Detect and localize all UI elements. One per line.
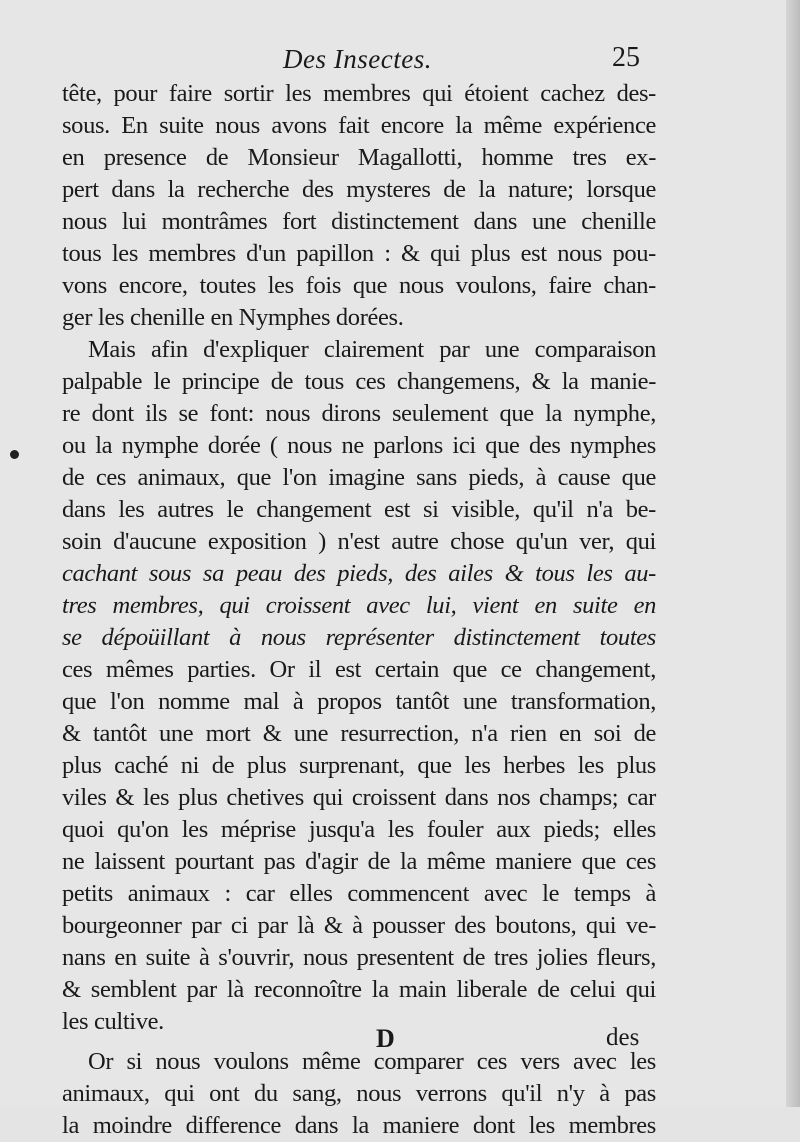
text-line: nans en suite à s'ouvrir, nous presentent de tres jolies fleurs, [62, 944, 656, 971]
text-line: & semblent par là reconnoître la main liberale de celui qui [62, 976, 656, 1003]
text-line: sous. En suite nous avons fait encore la même expérience [62, 112, 656, 139]
catchword: des [606, 1024, 640, 1051]
text-line: animaux, qui ont du sang, nous verrons qu'il n'y à pas [62, 1080, 656, 1107]
ink-spot [10, 450, 19, 459]
text-line: palpable le principe de tous ces changemens, & la manie- [62, 368, 656, 395]
text-line: nous lui montrâmes fort distinctement dans une chenille [62, 208, 656, 235]
text-line: les cultive. [62, 1008, 164, 1035]
text-line: bourgeonner par ci par là & à pousser des boutons, qui ve- [62, 912, 656, 939]
text-line: tête, pour faire sortir les membres qui étoient cachez des- [62, 80, 656, 107]
text-line: Or si nous voulons même comparer ces vers avec les [88, 1048, 656, 1075]
text-line: cachant sous sa peau des pieds, des ailes & tous les au- [62, 560, 656, 587]
page-number: 25 [612, 42, 640, 73]
text-line: de ces animaux, que l'on imagine sans pieds, à cause que [62, 464, 656, 491]
text-line: ou la nymphe dorée ( nous ne parlons ici que des nymphes [62, 432, 656, 459]
text-line: dans les autres le changement est si visible, qu'il n'a be- [62, 496, 656, 523]
text-line: ne laissent pourtant pas d'agir de la même maniere que ces [62, 848, 656, 875]
running-head: Des Insectes. [283, 44, 432, 74]
text-line: petits animaux : car elles commencent avec le temps à [62, 880, 656, 907]
text-line: viles & les plus chetives qui croissent dans nos champs; car [62, 784, 656, 811]
text-line: soin d'aucune exposition ) n'est autre chose qu'un ver, qui [62, 528, 656, 555]
text-line: la moindre difference dans la maniere dont les membres [62, 1112, 656, 1139]
text-line: vons encore, toutes les fois que nous voulons, faire chan- [62, 272, 656, 299]
text-line: en presence de Monsieur Magallotti, homme tres ex- [62, 144, 656, 171]
text-line: ger les chenille en Nymphes dorées. [62, 304, 404, 331]
page-header [0, 42, 800, 82]
text-line: quoi qu'on les méprise jusqu'a les fouler aux pieds; elles [62, 816, 656, 843]
body-text [62, 78, 656, 1142]
paragraph-gap [62, 1038, 656, 1046]
text-line: que l'on nomme mal à propos tantôt une transformation, [62, 688, 656, 715]
text-line: re dont ils se font: nous dirons seulement que la nymphe, [62, 400, 656, 427]
text-line: ces mêmes parties. Or il est certain que ce changement, [62, 656, 656, 683]
text-line: Mais afin d'expliquer clairement par une comparaison [88, 336, 656, 363]
text-line: tous les membres d'un papillon : & qui plus est nous pou- [62, 240, 656, 267]
text-line: plus caché ni de plus surprenant, que les herbes les plus [62, 752, 656, 779]
text-line: se dépoüillant à nous représenter distinctement toutes [62, 624, 656, 651]
text-line: pert dans la recherche des mysteres de la nature; lorsque [62, 176, 656, 203]
page-edge [786, 0, 800, 1107]
text-line: & tantôt une mort & une resurrection, n'a rien en soi de [62, 720, 656, 747]
signature-mark: D [376, 1024, 395, 1053]
text-line: tres membres, qui croissent avec lui, vient en suite en [62, 592, 656, 619]
